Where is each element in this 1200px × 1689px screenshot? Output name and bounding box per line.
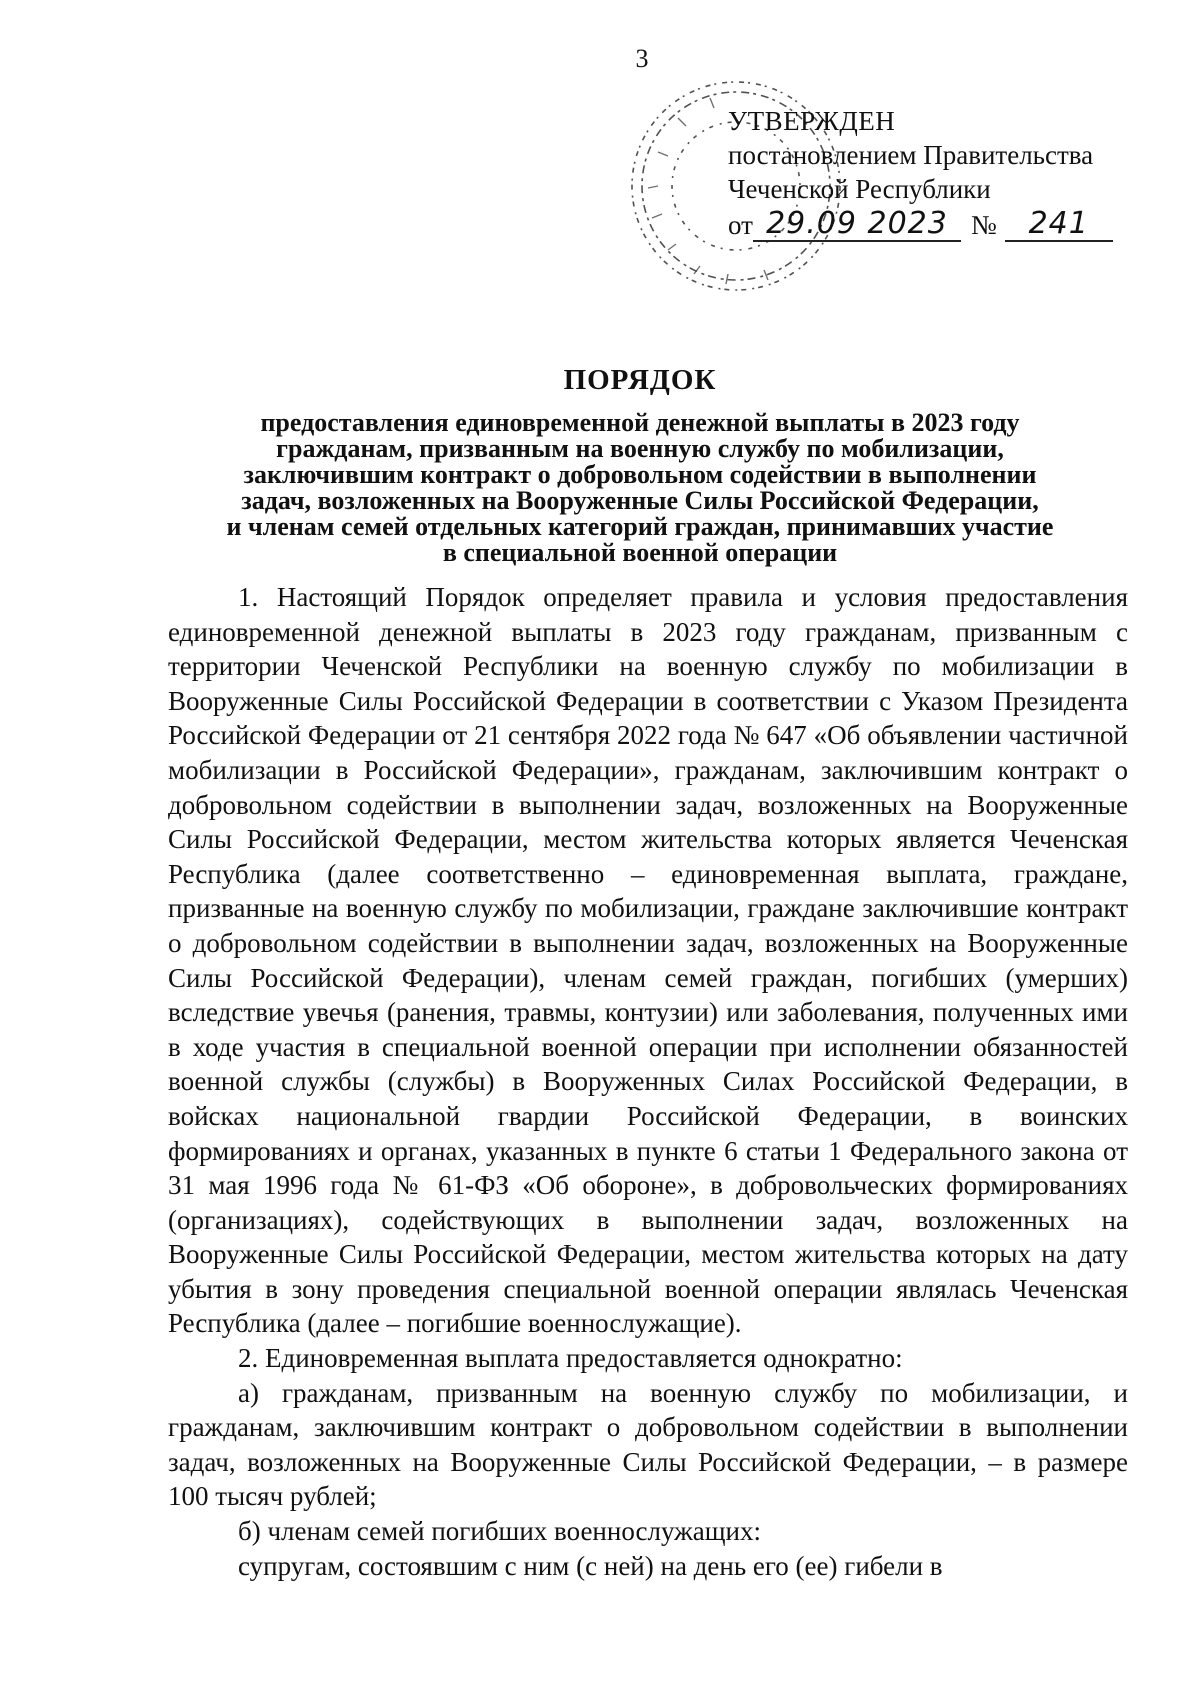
subtitle-line: в специальной военной операции	[442, 538, 838, 567]
paragraph: супругам, состоявшим с ним (с ней) на день его (ее) гибели в	[238, 1550, 943, 1581]
document-body	[168, 580, 1128, 1583]
approval-line-2: Чеченской Республики	[728, 174, 991, 204]
approval-block	[728, 104, 1168, 242]
handwritten-date: 29.09 2023	[753, 208, 961, 242]
subtitle-line: задач, возложенных на Вооруженные Силы Российской Федерации,	[241, 486, 1039, 515]
document-title: ПОРЯДОК	[563, 364, 717, 396]
page-number: 3	[635, 44, 649, 73]
paragraph: 1. Настоящий Порядок определяет правила и условия предоставления единовременной денежной выплаты в 2023 году гражданам, призванным с территории Чеченской Республики на военную службу по мобилизации в Вооруженные Силы Российской Федерации в соответствии с Указом Президента Российской Федерации от 21 сентября 2022 года № 647 «Об объявлении частичной мобилизации в Российской Федерации», гражданам, заключившим контракт о добровольном содействии в выполнении задач, возложенных на Вооруженные Силы Российской Федерации, местом жительства которых является Чеченская Республика (далее соответственно – единовременная выплата, граждане, призванные на военную службу по мобилизации, граждане заключившие контракт о добровольном содействии в выполнении задач, возложенных на Вооруженные Силы Российской Федерации), членам семей граждан, погибших (умерших) вследствие увечья (ранения, травмы, контузии) или заболевания, полученных ими в ходе участия в специальной военной операции при исполнении обязанностей военной службы (службы) в Вооруженных Силах Российской Федерации, в войсках национальной гвардии Российской Федерации, в воинских формированиях и органах, указанных в пункте 6 статьи 1 Федерального закона от 31 мая 1996 года № 61-ФЗ «Об обороне», в добровольческих формированиях (организациях), содействующих в выполнении задач, возложенных на Вооруженные Силы Российской Федерации, местом жительства которых на дату убытия в зону проведения специальной военной операции являлась Чеченская Республика (далее – погибшие военнослужащие).	[168, 582, 1128, 1339]
subtitle-line: и членам семей отдельных категорий граждан, принимавших участие	[226, 512, 1054, 541]
approval-line-1: постановлением Правительства	[728, 140, 1094, 170]
date-prefix: от	[728, 210, 753, 240]
paragraph: 2. Единовременная выплата предоставляется однократно:	[238, 1343, 903, 1374]
subtitle-line: заключившим контракт о добровольном содействии в выполнении	[243, 460, 1037, 489]
paragraph: б) членам семей погибших военнослужащих:	[238, 1516, 761, 1547]
subtitle-line: предоставления единовременной денежной выплаты в 2023 году	[260, 408, 1020, 437]
paragraph: а) гражданам, призванным на военную службу по мобилизации, и гражданам, заключившим контракт о добровольном содействии в выполнении задач, возложенных на Вооруженные Силы Российской Федерации, – в размере 100 тысяч рублей;	[168, 1377, 1128, 1512]
subtitle-line: гражданам, призванным на военную службу по мобилизации,	[276, 434, 1004, 463]
number-prefix: №	[970, 210, 997, 240]
approval-date-line	[728, 208, 1168, 242]
document-subtitle	[150, 410, 1130, 566]
handwritten-number: 241	[1005, 208, 1113, 242]
approval-title: УТВЕРЖДЕН	[728, 106, 896, 136]
